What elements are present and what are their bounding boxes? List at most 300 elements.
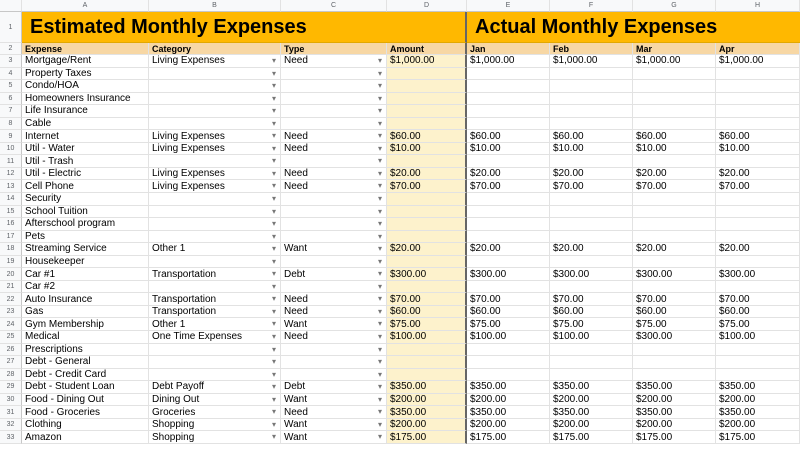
category-dropdown-cell[interactable]: Transportation ▾: [149, 268, 281, 281]
column-header-e[interactable]: E: [467, 0, 550, 12]
month-cell-feb[interactable]: $20.00: [550, 243, 633, 256]
month-cell-jan[interactable]: $350.00: [467, 406, 550, 419]
expense-cell[interactable]: Homeowners Insurance: [22, 93, 149, 106]
amount-cell[interactable]: $200.00: [387, 394, 467, 407]
row-header[interactable]: 23: [0, 306, 22, 319]
amount-cell[interactable]: $175.00: [387, 431, 467, 444]
month-cell-feb[interactable]: $70.00: [550, 293, 633, 306]
month-cell-jan[interactable]: [467, 231, 550, 244]
type-dropdown-cell[interactable]: Need ▾: [281, 143, 387, 156]
month-cell-jan[interactable]: $10.00: [467, 143, 550, 156]
month-cell-mar[interactable]: [633, 218, 716, 231]
amount-cell[interactable]: $75.00: [387, 318, 467, 331]
month-cell-jan[interactable]: [467, 218, 550, 231]
amount-cell[interactable]: $200.00: [387, 419, 467, 432]
month-cell-apr[interactable]: [716, 218, 800, 231]
month-cell-feb[interactable]: $20.00: [550, 168, 633, 181]
month-cell-feb[interactable]: $100.00: [550, 331, 633, 344]
expense-cell[interactable]: Food - Groceries: [22, 406, 149, 419]
amount-cell[interactable]: [387, 206, 467, 219]
category-dropdown-cell[interactable]: Living Expenses ▾: [149, 180, 281, 193]
month-cell-mar[interactable]: [633, 256, 716, 269]
expense-cell[interactable]: Car #2: [22, 281, 149, 294]
month-cell-jan[interactable]: $200.00: [467, 394, 550, 407]
category-dropdown-cell[interactable]: Groceries ▾: [149, 406, 281, 419]
type-dropdown-cell[interactable]: [281, 218, 387, 231]
type-dropdown-cell[interactable]: Need ▾: [281, 168, 387, 181]
month-cell-mar[interactable]: $200.00: [633, 394, 716, 407]
month-header-apr[interactable]: Apr: [716, 43, 800, 55]
month-cell-mar[interactable]: [633, 80, 716, 93]
month-cell-mar[interactable]: [633, 281, 716, 294]
type-dropdown-cell[interactable]: [281, 68, 387, 81]
amount-header[interactable]: Amount: [387, 43, 467, 55]
row-header[interactable]: 33: [0, 431, 22, 444]
column-header-f[interactable]: F: [550, 0, 633, 12]
row-header[interactable]: 6: [0, 93, 22, 106]
type-dropdown-cell[interactable]: [281, 206, 387, 219]
expense-cell[interactable]: Debt - Credit Card: [22, 369, 149, 382]
month-cell-apr[interactable]: [716, 68, 800, 81]
amount-cell[interactable]: $20.00: [387, 168, 467, 181]
month-cell-jan[interactable]: $100.00: [467, 331, 550, 344]
type-dropdown-cell[interactable]: [281, 231, 387, 244]
expense-cell[interactable]: Condo/HOA: [22, 80, 149, 93]
expense-cell[interactable]: Streaming Service: [22, 243, 149, 256]
month-cell-feb[interactable]: [550, 231, 633, 244]
expense-cell[interactable]: Debt - Student Loan: [22, 381, 149, 394]
category-header[interactable]: Category: [149, 43, 281, 55]
month-cell-jan[interactable]: $175.00: [467, 431, 550, 444]
month-cell-apr[interactable]: $60.00: [716, 130, 800, 143]
month-cell-apr[interactable]: [716, 118, 800, 131]
category-dropdown-cell[interactable]: Living Expenses ▾: [149, 130, 281, 143]
month-cell-apr[interactable]: $175.00: [716, 431, 800, 444]
type-dropdown-cell[interactable]: Want ▾: [281, 431, 387, 444]
month-cell-jan[interactable]: $300.00: [467, 268, 550, 281]
category-dropdown-cell[interactable]: [149, 256, 281, 269]
month-cell-apr[interactable]: [716, 155, 800, 168]
expense-cell[interactable]: Medical: [22, 331, 149, 344]
month-cell-mar[interactable]: $350.00: [633, 381, 716, 394]
category-dropdown-cell[interactable]: [149, 231, 281, 244]
category-dropdown-cell[interactable]: [149, 80, 281, 93]
month-cell-jan[interactable]: [467, 256, 550, 269]
month-cell-mar[interactable]: $300.00: [633, 268, 716, 281]
row-header[interactable]: 12: [0, 168, 22, 181]
type-dropdown-cell[interactable]: [281, 93, 387, 106]
month-cell-mar[interactable]: $20.00: [633, 168, 716, 181]
month-cell-jan[interactable]: [467, 369, 550, 382]
expense-cell[interactable]: Property Taxes: [22, 68, 149, 81]
row-header[interactable]: 1: [0, 12, 22, 43]
month-cell-feb[interactable]: $200.00: [550, 419, 633, 432]
month-cell-apr[interactable]: $300.00: [716, 268, 800, 281]
column-header-h[interactable]: H: [716, 0, 800, 12]
month-cell-apr[interactable]: $200.00: [716, 394, 800, 407]
type-dropdown-cell[interactable]: [281, 118, 387, 131]
amount-cell[interactable]: [387, 231, 467, 244]
month-cell-apr[interactable]: [716, 206, 800, 219]
month-cell-jan[interactable]: $20.00: [467, 168, 550, 181]
row-header[interactable]: 27: [0, 356, 22, 369]
expense-cell[interactable]: Gym Membership: [22, 318, 149, 331]
amount-cell[interactable]: [387, 356, 467, 369]
month-cell-feb[interactable]: [550, 344, 633, 357]
category-dropdown-cell[interactable]: [149, 105, 281, 118]
month-header-feb[interactable]: Feb: [550, 43, 633, 55]
category-dropdown-cell[interactable]: [149, 155, 281, 168]
month-cell-apr[interactable]: $350.00: [716, 381, 800, 394]
month-cell-jan[interactable]: [467, 206, 550, 219]
category-dropdown-cell[interactable]: Living Expenses ▾: [149, 168, 281, 181]
month-cell-mar[interactable]: $75.00: [633, 318, 716, 331]
category-dropdown-cell[interactable]: Living Expenses ▾: [149, 55, 281, 68]
type-dropdown-cell[interactable]: [281, 281, 387, 294]
amount-cell[interactable]: $70.00: [387, 180, 467, 193]
month-cell-mar[interactable]: [633, 105, 716, 118]
type-dropdown-cell[interactable]: Debt ▾: [281, 381, 387, 394]
month-cell-feb[interactable]: [550, 68, 633, 81]
row-header[interactable]: 32: [0, 419, 22, 432]
month-cell-apr[interactable]: $20.00: [716, 243, 800, 256]
expense-cell[interactable]: Mortgage/Rent: [22, 55, 149, 68]
category-dropdown-cell[interactable]: [149, 356, 281, 369]
type-dropdown-cell[interactable]: Want ▾: [281, 243, 387, 256]
row-header[interactable]: 8: [0, 118, 22, 131]
column-header-c[interactable]: C: [281, 0, 387, 12]
expense-cell[interactable]: Util - Trash: [22, 155, 149, 168]
month-cell-apr[interactable]: $75.00: [716, 318, 800, 331]
expense-cell[interactable]: Cell Phone: [22, 180, 149, 193]
amount-cell[interactable]: $350.00: [387, 381, 467, 394]
category-dropdown-cell[interactable]: Transportation ▾: [149, 306, 281, 319]
expense-cell[interactable]: Internet: [22, 130, 149, 143]
expense-header[interactable]: Expense: [22, 43, 149, 55]
month-cell-mar[interactable]: [633, 206, 716, 219]
amount-cell[interactable]: [387, 218, 467, 231]
month-cell-feb[interactable]: $1,000.00: [550, 55, 633, 68]
type-dropdown-cell[interactable]: [281, 356, 387, 369]
amount-cell[interactable]: [387, 68, 467, 81]
row-header[interactable]: 15: [0, 206, 22, 219]
month-cell-feb[interactable]: $175.00: [550, 431, 633, 444]
month-cell-mar[interactable]: [633, 356, 716, 369]
row-header[interactable]: 26: [0, 344, 22, 357]
month-cell-apr[interactable]: [716, 281, 800, 294]
row-header[interactable]: 30: [0, 394, 22, 407]
type-dropdown-cell[interactable]: [281, 155, 387, 168]
month-cell-apr[interactable]: $20.00: [716, 168, 800, 181]
month-cell-feb[interactable]: $300.00: [550, 268, 633, 281]
category-dropdown-cell[interactable]: [149, 93, 281, 106]
select-all-corner[interactable]: [0, 0, 22, 12]
month-cell-feb[interactable]: [550, 206, 633, 219]
month-cell-feb[interactable]: [550, 155, 633, 168]
amount-cell[interactable]: [387, 256, 467, 269]
category-dropdown-cell[interactable]: Dining Out ▾: [149, 394, 281, 407]
month-cell-jan[interactable]: $20.00: [467, 243, 550, 256]
expense-cell[interactable]: Util - Electric: [22, 168, 149, 181]
month-cell-jan[interactable]: $70.00: [467, 293, 550, 306]
month-cell-apr[interactable]: [716, 105, 800, 118]
month-cell-jan[interactable]: [467, 281, 550, 294]
expense-cell[interactable]: Clothing: [22, 419, 149, 432]
row-header[interactable]: 17: [0, 231, 22, 244]
category-dropdown-cell[interactable]: Living Expenses ▾: [149, 143, 281, 156]
month-header-jan[interactable]: Jan: [467, 43, 550, 55]
month-cell-feb[interactable]: $75.00: [550, 318, 633, 331]
month-cell-apr[interactable]: [716, 344, 800, 357]
month-cell-apr[interactable]: [716, 356, 800, 369]
amount-cell[interactable]: [387, 281, 467, 294]
month-cell-apr[interactable]: [716, 80, 800, 93]
type-dropdown-cell[interactable]: Need ▾: [281, 306, 387, 319]
month-cell-mar[interactable]: [633, 118, 716, 131]
expense-cell[interactable]: Amazon: [22, 431, 149, 444]
expense-cell[interactable]: Auto Insurance: [22, 293, 149, 306]
category-dropdown-cell[interactable]: [149, 68, 281, 81]
amount-cell[interactable]: $10.00: [387, 143, 467, 156]
type-dropdown-cell[interactable]: Need ▾: [281, 293, 387, 306]
month-cell-apr[interactable]: $10.00: [716, 143, 800, 156]
month-cell-mar[interactable]: [633, 68, 716, 81]
month-cell-apr[interactable]: $60.00: [716, 306, 800, 319]
type-dropdown-cell[interactable]: [281, 369, 387, 382]
month-cell-feb[interactable]: [550, 218, 633, 231]
category-dropdown-cell[interactable]: Shopping ▾: [149, 431, 281, 444]
month-cell-jan[interactable]: $70.00: [467, 180, 550, 193]
row-header[interactable]: 28: [0, 369, 22, 382]
category-dropdown-cell[interactable]: [149, 206, 281, 219]
month-cell-mar[interactable]: $20.00: [633, 243, 716, 256]
month-cell-feb[interactable]: $70.00: [550, 180, 633, 193]
month-cell-jan[interactable]: $1,000.00: [467, 55, 550, 68]
row-header[interactable]: 22: [0, 293, 22, 306]
month-cell-feb[interactable]: $200.00: [550, 394, 633, 407]
row-header[interactable]: 31: [0, 406, 22, 419]
row-header[interactable]: 16: [0, 218, 22, 231]
row-header[interactable]: 21: [0, 281, 22, 294]
type-dropdown-cell[interactable]: Need ▾: [281, 406, 387, 419]
row-header[interactable]: 25: [0, 331, 22, 344]
amount-cell[interactable]: [387, 118, 467, 131]
month-cell-feb[interactable]: [550, 118, 633, 131]
expense-cell[interactable]: Gas: [22, 306, 149, 319]
month-cell-mar[interactable]: $60.00: [633, 306, 716, 319]
expense-cell[interactable]: Car #1: [22, 268, 149, 281]
amount-cell[interactable]: $100.00: [387, 331, 467, 344]
category-dropdown-cell[interactable]: Transportation ▾: [149, 293, 281, 306]
month-cell-apr[interactable]: [716, 193, 800, 206]
type-dropdown-cell[interactable]: [281, 344, 387, 357]
row-header[interactable]: 9: [0, 130, 22, 143]
category-dropdown-cell[interactable]: Debt Payoff ▾: [149, 381, 281, 394]
month-cell-jan[interactable]: [467, 93, 550, 106]
month-cell-jan[interactable]: [467, 80, 550, 93]
type-dropdown-cell[interactable]: Need ▾: [281, 331, 387, 344]
month-cell-feb[interactable]: [550, 93, 633, 106]
month-cell-jan[interactable]: $75.00: [467, 318, 550, 331]
month-cell-mar[interactable]: [633, 193, 716, 206]
amount-cell[interactable]: [387, 369, 467, 382]
expense-cell[interactable]: Cable: [22, 118, 149, 131]
expense-cell[interactable]: Afterschool program: [22, 218, 149, 231]
amount-cell[interactable]: [387, 93, 467, 106]
month-cell-feb[interactable]: [550, 105, 633, 118]
month-cell-mar[interactable]: $350.00: [633, 406, 716, 419]
month-cell-apr[interactable]: [716, 231, 800, 244]
type-dropdown-cell[interactable]: Want ▾: [281, 394, 387, 407]
column-header-b[interactable]: B: [149, 0, 281, 12]
month-cell-feb[interactable]: $350.00: [550, 406, 633, 419]
category-dropdown-cell[interactable]: [149, 193, 281, 206]
month-cell-feb[interactable]: [550, 356, 633, 369]
month-cell-jan[interactable]: [467, 118, 550, 131]
month-cell-mar[interactable]: $60.00: [633, 130, 716, 143]
actual-title-cell[interactable]: Actual Monthly Expenses: [467, 12, 800, 43]
expense-cell[interactable]: Food - Dining Out: [22, 394, 149, 407]
month-cell-jan[interactable]: [467, 105, 550, 118]
amount-cell[interactable]: $300.00: [387, 268, 467, 281]
month-cell-jan[interactable]: [467, 68, 550, 81]
category-dropdown-cell[interactable]: Other 1 ▾: [149, 243, 281, 256]
category-dropdown-cell[interactable]: Shopping ▾: [149, 419, 281, 432]
row-header[interactable]: 19: [0, 256, 22, 269]
amount-cell[interactable]: [387, 105, 467, 118]
row-header[interactable]: 11: [0, 155, 22, 168]
type-dropdown-cell[interactable]: [281, 256, 387, 269]
month-cell-mar[interactable]: $70.00: [633, 293, 716, 306]
row-header[interactable]: 20: [0, 268, 22, 281]
row-header[interactable]: 7: [0, 105, 22, 118]
amount-cell[interactable]: $60.00: [387, 306, 467, 319]
month-cell-mar[interactable]: [633, 369, 716, 382]
month-cell-mar[interactable]: [633, 231, 716, 244]
month-header-mar[interactable]: Mar: [633, 43, 716, 55]
category-dropdown-cell[interactable]: One Time Expenses ▾: [149, 331, 281, 344]
type-dropdown-cell[interactable]: [281, 193, 387, 206]
month-cell-feb[interactable]: [550, 80, 633, 93]
month-cell-jan[interactable]: [467, 344, 550, 357]
type-dropdown-cell[interactable]: Need ▾: [281, 130, 387, 143]
expense-cell[interactable]: Security: [22, 193, 149, 206]
month-cell-apr[interactable]: $70.00: [716, 180, 800, 193]
month-cell-jan[interactable]: $350.00: [467, 381, 550, 394]
month-cell-apr[interactable]: $350.00: [716, 406, 800, 419]
month-cell-mar[interactable]: [633, 93, 716, 106]
month-cell-jan[interactable]: $200.00: [467, 419, 550, 432]
month-cell-jan[interactable]: [467, 193, 550, 206]
row-header[interactable]: 13: [0, 180, 22, 193]
type-dropdown-cell[interactable]: Need ▾: [281, 55, 387, 68]
row-header[interactable]: 14: [0, 193, 22, 206]
month-cell-feb[interactable]: $60.00: [550, 130, 633, 143]
row-header[interactable]: 10: [0, 143, 22, 156]
month-cell-feb[interactable]: [550, 256, 633, 269]
expense-cell[interactable]: School Tuition: [22, 206, 149, 219]
amount-cell[interactable]: [387, 193, 467, 206]
row-header[interactable]: 29: [0, 381, 22, 394]
month-cell-feb[interactable]: [550, 369, 633, 382]
row-header[interactable]: 3: [0, 55, 22, 68]
expense-cell[interactable]: Prescriptions: [22, 344, 149, 357]
category-dropdown-cell[interactable]: [149, 344, 281, 357]
row-header[interactable]: 5: [0, 80, 22, 93]
row-header[interactable]: 2: [0, 43, 22, 55]
column-header-a[interactable]: A: [22, 0, 149, 12]
type-dropdown-cell[interactable]: Want ▾: [281, 318, 387, 331]
expense-cell[interactable]: Util - Water: [22, 143, 149, 156]
month-cell-apr[interactable]: [716, 93, 800, 106]
month-cell-jan[interactable]: [467, 356, 550, 369]
month-cell-feb[interactable]: [550, 281, 633, 294]
month-cell-mar[interactable]: $175.00: [633, 431, 716, 444]
type-dropdown-cell[interactable]: [281, 80, 387, 93]
month-cell-apr[interactable]: $100.00: [716, 331, 800, 344]
month-cell-apr[interactable]: $200.00: [716, 419, 800, 432]
column-header-d[interactable]: D: [387, 0, 467, 12]
amount-cell[interactable]: $20.00: [387, 243, 467, 256]
month-cell-feb[interactable]: [550, 193, 633, 206]
month-cell-mar[interactable]: [633, 344, 716, 357]
amount-cell[interactable]: [387, 80, 467, 93]
amount-cell[interactable]: $1,000.00: [387, 55, 467, 68]
type-header[interactable]: Type: [281, 43, 387, 55]
month-cell-feb[interactable]: $60.00: [550, 306, 633, 319]
month-cell-mar[interactable]: $300.00: [633, 331, 716, 344]
month-cell-feb[interactable]: $350.00: [550, 381, 633, 394]
month-cell-mar[interactable]: $70.00: [633, 180, 716, 193]
type-dropdown-cell[interactable]: Debt ▾: [281, 268, 387, 281]
expense-cell[interactable]: Debt - General: [22, 356, 149, 369]
month-cell-mar[interactable]: $10.00: [633, 143, 716, 156]
amount-cell[interactable]: [387, 344, 467, 357]
month-cell-jan[interactable]: [467, 155, 550, 168]
category-dropdown-cell[interactable]: [149, 281, 281, 294]
expense-cell[interactable]: Life Insurance: [22, 105, 149, 118]
type-dropdown-cell[interactable]: [281, 105, 387, 118]
type-dropdown-cell[interactable]: Want ▾: [281, 419, 387, 432]
category-dropdown-cell[interactable]: [149, 118, 281, 131]
amount-cell[interactable]: [387, 155, 467, 168]
month-cell-mar[interactable]: [633, 155, 716, 168]
month-cell-jan[interactable]: $60.00: [467, 306, 550, 319]
amount-cell[interactable]: $350.00: [387, 406, 467, 419]
type-dropdown-cell[interactable]: Need ▾: [281, 180, 387, 193]
row-header[interactable]: 18: [0, 243, 22, 256]
amount-cell[interactable]: $70.00: [387, 293, 467, 306]
category-dropdown-cell[interactable]: [149, 369, 281, 382]
month-cell-apr[interactable]: $1,000.00: [716, 55, 800, 68]
month-cell-jan[interactable]: $60.00: [467, 130, 550, 143]
category-dropdown-cell[interactable]: [149, 218, 281, 231]
expense-cell[interactable]: Pets: [22, 231, 149, 244]
month-cell-feb[interactable]: $10.00: [550, 143, 633, 156]
month-cell-apr[interactable]: [716, 256, 800, 269]
row-header[interactable]: 4: [0, 68, 22, 81]
estimated-title-cell[interactable]: Estimated Monthly Expenses: [22, 12, 467, 43]
month-cell-mar[interactable]: $1,000.00: [633, 55, 716, 68]
amount-cell[interactable]: $60.00: [387, 130, 467, 143]
row-header[interactable]: 24: [0, 318, 22, 331]
column-header-g[interactable]: G: [633, 0, 716, 12]
month-cell-apr[interactable]: $70.00: [716, 293, 800, 306]
month-cell-mar[interactable]: $200.00: [633, 419, 716, 432]
category-dropdown-cell[interactable]: Other 1 ▾: [149, 318, 281, 331]
expense-cell[interactable]: Housekeeper: [22, 256, 149, 269]
month-cell-apr[interactable]: [716, 369, 800, 382]
